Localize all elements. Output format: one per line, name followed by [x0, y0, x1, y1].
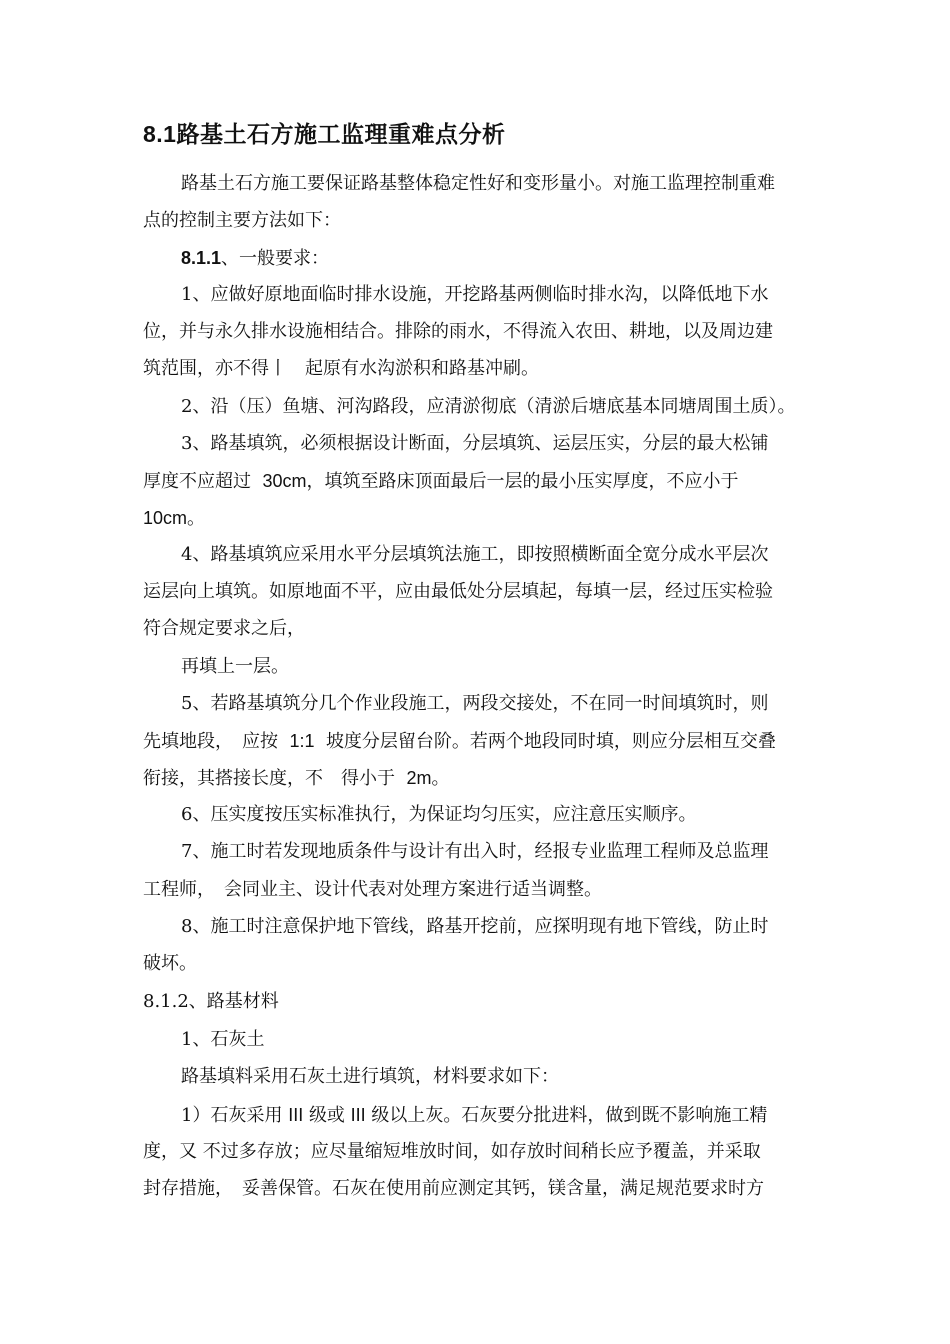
paragraph-line: 破坏。: [143, 953, 197, 974]
text-run: 坡度分层留台阶。若两个地段同时填，则应分层相互交叠: [325, 731, 776, 752]
subsection-title: 、一般要求：: [221, 248, 330, 269]
text-run: 衔接，其搭接长度，不 得小于: [143, 768, 395, 789]
text-run: 。: [431, 768, 450, 789]
paragraph-line: [143, 766, 449, 791]
paragraph-line: 2、沿（压）鱼塘、河沟路段，应清淤彻底（清淤后塘底基本同塘周围土质）。: [181, 396, 796, 417]
paragraph-line: 位，并与永久排水设施相结合。排除的雨水，不得流入农田、耕地，以及周边建: [143, 321, 773, 342]
text-run: 1）石灰采用: [181, 1105, 283, 1126]
paragraph-line: 度，又 不过多存放；应尽量缩短堆放时间，如存放时间稍长应予覆盖，并采取: [143, 1141, 761, 1162]
paragraph-line: 3、路基填筑，必须根据设计断面，分层填筑、运层压实，分层的最大松铺: [181, 433, 769, 454]
paragraph-line: 1、应做好原地面临时排水设施，开挖路基两侧临时排水沟，以降低地下水: [181, 284, 769, 305]
paragraph-line: 6、压实度按压实标准执行，为保证均匀压实，应注意压实顺序。: [181, 804, 697, 825]
subsection-heading: [181, 246, 329, 271]
paragraph-line: 再填上一层。: [181, 656, 289, 677]
paragraph-line: 7、施工时若发现地质条件与设计有出入时，经报专业监理工程师及总监理: [181, 841, 769, 862]
paragraph-line: [143, 469, 738, 494]
paragraph-line: 工程师， 会同业主、设计代表对处理方案进行适当调整。: [143, 879, 602, 900]
text-run: 2m: [406, 768, 432, 788]
item-title: 1、石灰土: [181, 1029, 265, 1050]
paragraph-line: 路基填料采用石灰土进行填筑，材料要求如下：: [181, 1066, 559, 1087]
section-heading: [143, 116, 505, 149]
text-run: 级或: [308, 1105, 345, 1126]
text-run: 。: [187, 508, 206, 529]
paragraph-line: 符合规定要求之后，: [143, 618, 305, 639]
paragraph-line: [143, 506, 205, 531]
intro-line: 路基土石方施工要保证路基整体稳定性好和变形量小。对施工监理控制重难: [181, 173, 775, 194]
paragraph-line: 筑范围，亦不得丨 起原有水沟淤积和路基冲刷。: [143, 358, 539, 379]
subsection-number: 8.1.1: [181, 248, 222, 268]
text-run: 1:1: [289, 731, 315, 751]
text-run: ，填筑至路床顶面最后一层的最小压实厚度，不应小于: [306, 471, 739, 492]
paragraph-line: 5、若路基填筑分几个作业段施工，两段交接处，不在同一时间填筑时，则: [181, 693, 769, 714]
paragraph-line: 封存措施， 妥善保管。石灰在使用前应测定其钙，镁含量，满足规范要求时方: [143, 1178, 764, 1199]
text-run: 先填地段， 应按: [143, 731, 278, 752]
paragraph-line: 8、施工时注意保护地下管线，路基开挖前，应探明现有地下管线，防止时: [181, 916, 769, 937]
section-number: 8.1: [143, 121, 177, 147]
subsection-heading: 8.1.2、路基材料: [143, 991, 279, 1012]
intro-line: 点的控制主要方法如下：: [143, 210, 341, 231]
text-run: 30cm: [262, 471, 307, 491]
text-run: III: [350, 1105, 366, 1125]
text-run: III: [288, 1105, 304, 1125]
paragraph-line: [143, 729, 776, 754]
paragraph-line: [181, 1103, 767, 1128]
section-title: 路基土石方施工监理重难点分析: [176, 121, 506, 148]
paragraph-line: 4、路基填筑应采用水平分层填筑法施工，即按照横断面全宽分成水平层次: [181, 544, 769, 565]
text-run: 级以上灰。石灰要分批进料，做到既不影响施工精: [371, 1105, 768, 1126]
paragraph-line: 运层向上填筑。如原地面不平，应由最低处分层填起，每填一层，经过压实检验: [143, 581, 773, 602]
text-run: 10cm: [143, 508, 188, 528]
text-run: 厚度不应超过: [143, 471, 251, 492]
